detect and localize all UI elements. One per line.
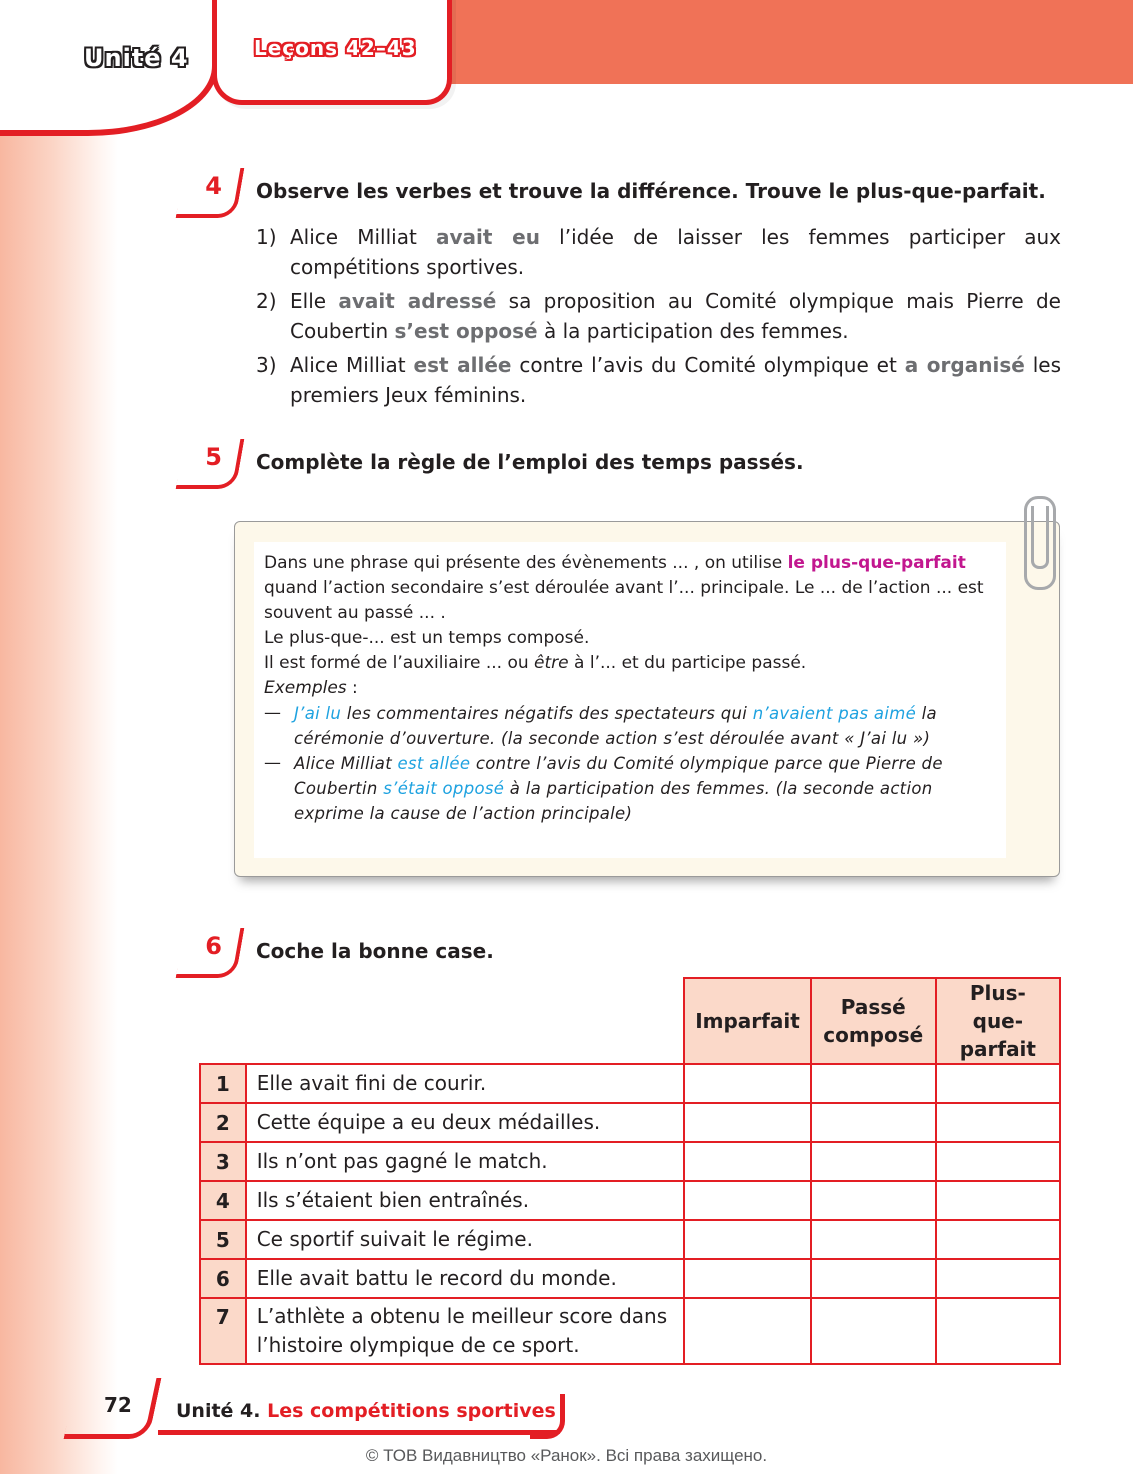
checkbox-cell[interactable]	[811, 1103, 936, 1142]
tense-table	[199, 977, 1061, 1365]
exercise-4-number: 4	[180, 168, 240, 214]
examples-label: Exemples :	[264, 678, 358, 698]
rule-text	[264, 551, 999, 826]
lessons-badge: Leçons 42–43	[254, 36, 417, 60]
column-header-plus-que-parfait: Plus-que-parfait	[936, 978, 1060, 1064]
checkbox-cell[interactable]	[936, 1298, 1060, 1364]
column-header-passe-compose: Passé composé	[811, 978, 936, 1064]
paperclip-inner-icon	[1031, 506, 1049, 569]
list-item: 3) Alice Milliat est allée contre l’avis du Comité olympique et a organisé les premiers Jeux féminins.	[256, 353, 1061, 407]
exercise-5-number: 5	[180, 439, 240, 485]
checkbox-cell[interactable]	[936, 1142, 1060, 1181]
example-1: — J’ai lu les commentaires négatifs des spectateurs qui n’avaient pas aimé la cérémonie d’ouverture. (la seconde action s’est déroulée avant « J’ai lu »)	[264, 703, 937, 748]
table-row: 6 Elle avait battu le record du monde.	[200, 1259, 1060, 1298]
checkbox-cell[interactable]	[811, 1298, 936, 1364]
checkbox-cell[interactable]	[684, 1259, 811, 1298]
checkbox-cell[interactable]	[811, 1142, 936, 1181]
left-gradient-band	[0, 0, 118, 1474]
list-item: 1) Alice Milliat avait eu l’idée de laisser les femmes participer aux compétitions sportives.	[256, 225, 1062, 279]
footer-title: Unité 4. Les compétitions sportives	[176, 1400, 556, 1422]
example-2: — Alice Milliat est allée contre l’avis du Comité olympique parce que Pierre de Coubertin s’était opposé à la participation des femmes. (la seconde action exprime la cause de l’action principale)	[264, 753, 943, 823]
table-row: 7 L’athlète a obtenu le meilleur score dans l’histoire olympique de ce sport.	[200, 1298, 1060, 1364]
exercise-4-instruction: Observe les verbes et trouve la différence. Trouve le plus-que-parfait.	[256, 179, 1046, 203]
checkbox-cell[interactable]	[936, 1064, 1060, 1103]
checkbox-cell[interactable]	[936, 1220, 1060, 1259]
checkbox-cell[interactable]	[684, 1181, 811, 1220]
rule-paragraph-1: Dans une phrase qui présente des évènements ... , on utilise le plus-que-parfait quand l’action secondaire s’est déroulée avant l’... principale. Le ... de l’action ... est souvent au passé ... .	[264, 553, 984, 623]
exercise-6-number: 6	[180, 928, 240, 974]
table-row: 4 Ils s’étaient bien entraînés.	[200, 1181, 1060, 1220]
list-item: 2) Elle avait adressé sa proposition au Comité olympique mais Pierre de Coubertin s’est opposé à la participation des femmes.	[256, 289, 1061, 343]
exercise-4-items	[256, 222, 1061, 414]
checkbox-cell[interactable]	[684, 1298, 811, 1364]
unit-badge: Unité 4	[84, 44, 189, 72]
top-color-band	[430, 0, 1133, 84]
copyright-notice: © ТОВ Видавництво «Ранок». Всі права захищено.	[365, 1446, 768, 1465]
rule-paragraph-3: Il est formé de l’auxiliaire ... ou être à l’... et du participe passé.	[264, 653, 807, 673]
table-row: 3 Ils n’ont pas gagné le match.	[200, 1142, 1060, 1181]
checkbox-cell[interactable]	[684, 1220, 811, 1259]
checkbox-cell[interactable]	[811, 1220, 936, 1259]
table-header-row	[200, 978, 1060, 1064]
column-header-imparfait: Imparfait	[684, 978, 811, 1064]
checkbox-cell[interactable]	[936, 1103, 1060, 1142]
footer-underline	[158, 1430, 558, 1435]
exercise-6-instruction: Coche la bonne case.	[256, 939, 494, 963]
checkbox-cell[interactable]	[684, 1142, 811, 1181]
table-row: 1 Elle avait fini de courir.	[200, 1064, 1060, 1103]
checkbox-cell[interactable]	[684, 1064, 811, 1103]
checkbox-cell[interactable]	[684, 1103, 811, 1142]
checkbox-cell[interactable]	[811, 1064, 936, 1103]
checkbox-cell[interactable]	[811, 1259, 936, 1298]
checkbox-cell[interactable]	[811, 1181, 936, 1220]
exercise-5-instruction: Complète la règle de l’emploi des temps passés.	[256, 450, 804, 474]
checkbox-cell[interactable]	[936, 1259, 1060, 1298]
checkbox-cell[interactable]	[936, 1181, 1060, 1220]
rule-paragraph-2: Le plus-que-... est un temps composé.	[264, 628, 590, 648]
table-row: 5 Ce sportif suivait le régime.	[200, 1220, 1060, 1259]
table-row: 2 Cette équipe a eu deux médailles.	[200, 1103, 1060, 1142]
page-number: 72	[104, 1393, 132, 1417]
